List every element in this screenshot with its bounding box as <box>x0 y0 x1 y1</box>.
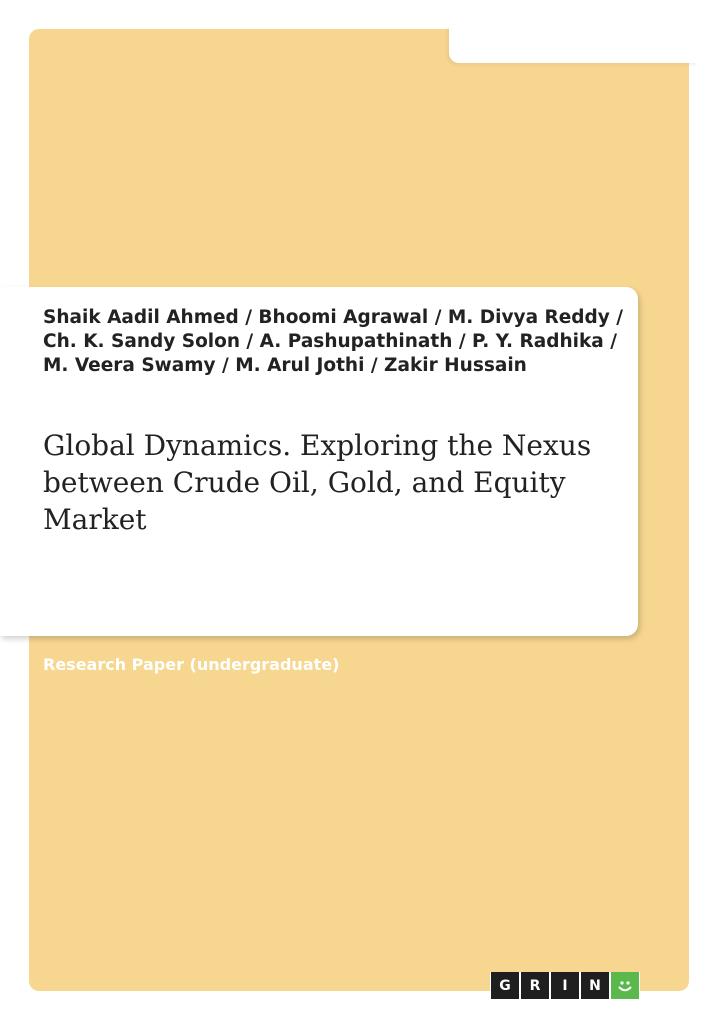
author-list: Shaik Aadil Ahmed / Bhoomi Agrawal / M. Divya Reddy / Ch. K. Sandy Solon / A. Pashupathinath / P. Y. Radhika / M. Veera Swamy / M. Arul Jothi / Zakir Hussain <box>43 307 624 376</box>
logo-letter: N <box>581 972 609 999</box>
logo-letter: I <box>551 972 579 999</box>
logo-letter: G <box>491 972 519 999</box>
publisher-logo <box>490 972 640 999</box>
cover-notch <box>449 25 699 63</box>
document-type: Research Paper (undergraduate) <box>43 655 340 674</box>
book-title: Global Dynamics. Exploring the Nexus between Crude Oil, Gold, and Equity Market <box>43 429 592 536</box>
logo-letter: R <box>521 972 549 999</box>
smile-icon <box>611 972 639 999</box>
